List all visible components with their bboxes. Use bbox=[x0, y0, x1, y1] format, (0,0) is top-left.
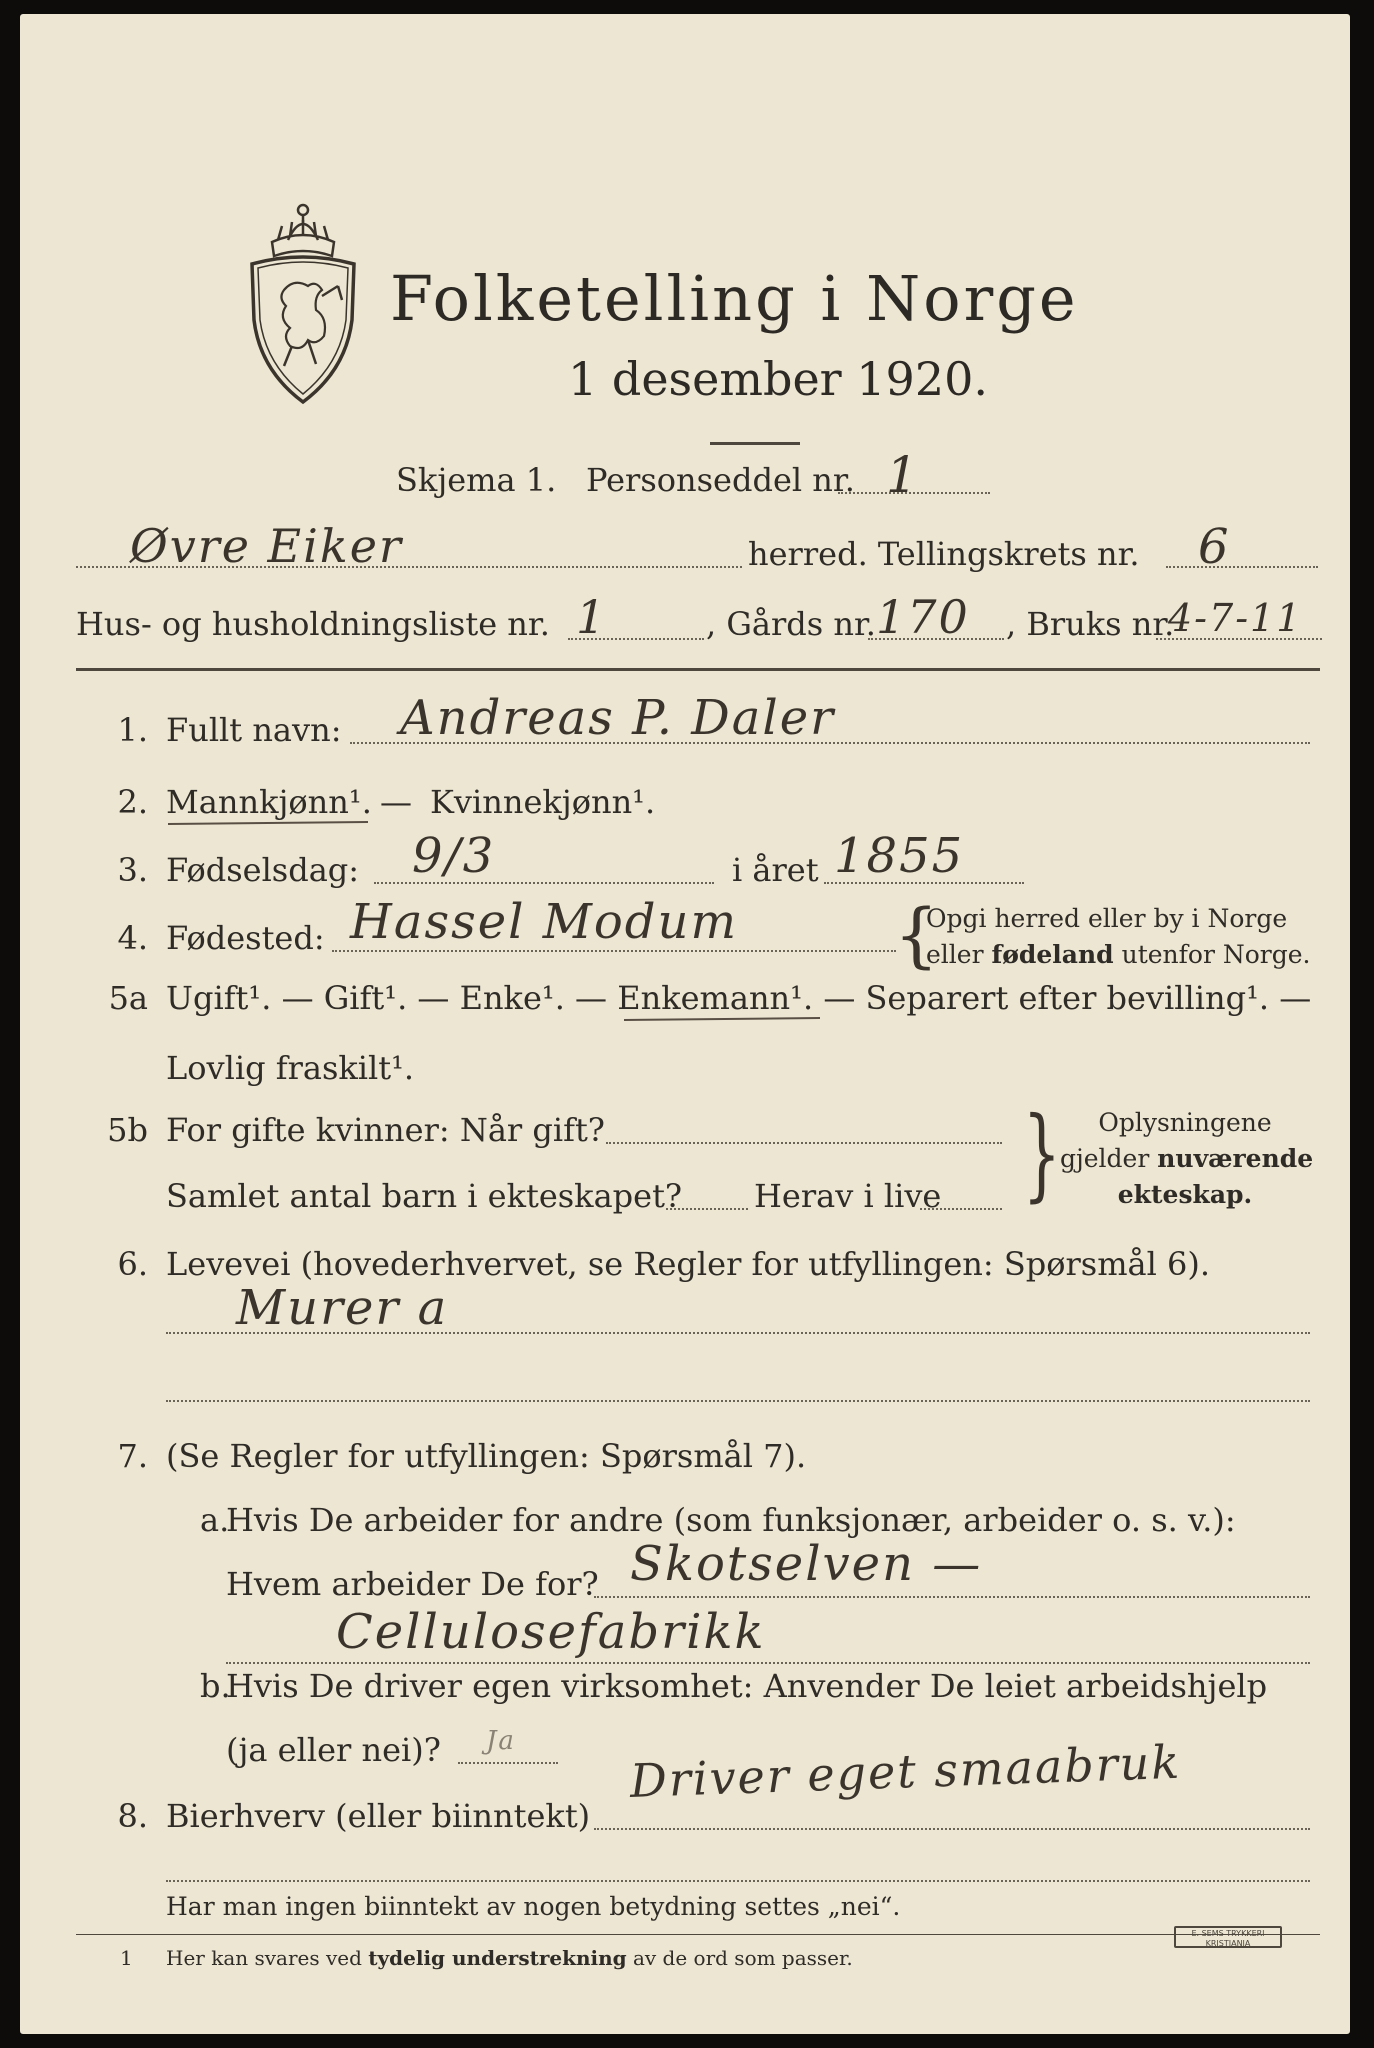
footnote-number: 1 bbox=[120, 1946, 133, 1970]
hus-value[interactable]: 1 bbox=[576, 590, 608, 644]
q5b-line2a: Samlet antal barn i ekteskapet? bbox=[166, 1177, 683, 1215]
q5b-brace: } bbox=[1022, 1095, 1061, 1212]
full-name-value[interactable]: Andreas P. Daler bbox=[400, 690, 836, 746]
enkemann-option: Enkemann¹ bbox=[617, 979, 803, 1017]
q4-note-line2: eller fødeland utenfor Norge. bbox=[926, 940, 1311, 969]
occupation-value[interactable]: Murer a bbox=[236, 1280, 449, 1336]
hus-label: Hus- og husholdningsliste nr. bbox=[76, 605, 550, 643]
q6-label: Levevei (hovederhvervet, se Regler for utfyllingen: Spørsmål 6). bbox=[166, 1245, 1211, 1283]
title-divider bbox=[710, 442, 800, 445]
gards-value[interactable]: 170 bbox=[876, 590, 970, 644]
q7-number: 7. bbox=[117, 1437, 148, 1475]
q1-label: Fullt navn: bbox=[166, 711, 342, 749]
q7-label: (Se Regler for utfyllingen: Spørsmål 7). bbox=[166, 1437, 807, 1475]
q8-dots-2 bbox=[166, 1880, 1310, 1882]
q3-number: 3. bbox=[117, 851, 148, 889]
q8-label: Bierhverv (eller biinntekt) bbox=[166, 1797, 591, 1835]
q2-number: 2. bbox=[117, 783, 148, 821]
q5b-line2b: Herav i live bbox=[754, 1177, 942, 1215]
printer-stamp: E. SEMS TRYKKERI KRISTIANIA bbox=[1174, 1926, 1282, 1948]
herred-value[interactable]: Øvre Eiker bbox=[130, 519, 403, 573]
q4-dots bbox=[332, 950, 896, 952]
footnote-text: Her kan svares ved tydelig understrekning av de ord som passer. bbox=[166, 1946, 853, 1970]
side-income-value[interactable]: Driver eget smaabruk bbox=[629, 1734, 1183, 1808]
q7b-number: b. bbox=[200, 1667, 231, 1705]
q4-note-line1: Opgi herred eller by i Norge bbox=[926, 904, 1288, 933]
q4-brace: { bbox=[894, 894, 939, 976]
q5b-line1: For gifte kvinner: Når gift? bbox=[166, 1111, 605, 1149]
census-form-page bbox=[20, 14, 1350, 2034]
bruks-label: , Bruks nr. bbox=[1006, 605, 1175, 643]
q7a-question: Hvem arbeider De for? bbox=[226, 1565, 599, 1603]
footnote-rule bbox=[76, 1934, 1320, 1935]
marital-status-options[interactable]: Ugift¹. — Gift¹. — Enke¹. — Enkemann¹. — Separert efter bevilling¹. — bbox=[166, 979, 1312, 1017]
skjema-label: Skjema 1. bbox=[396, 461, 557, 499]
employer-value-1[interactable]: Skotselven — bbox=[630, 1536, 983, 1592]
personseddel-value[interactable]: 1 bbox=[886, 446, 920, 504]
q7a-dots-2 bbox=[226, 1662, 1310, 1664]
q7a-dots-1 bbox=[594, 1596, 1310, 1598]
form-date: 1 desember 1920. bbox=[568, 352, 988, 406]
q8-dots-1 bbox=[594, 1828, 1310, 1830]
herred-label: herred. Tellingskrets nr. bbox=[748, 535, 1140, 573]
hired-help-value[interactable]: Ja bbox=[486, 1726, 516, 1756]
q7a-label: Hvis De arbeider for andre (som funksjonær, arbeider o. s. v.): bbox=[226, 1501, 1236, 1539]
q6-dots-2 bbox=[166, 1400, 1310, 1402]
employer-value-2[interactable]: Cellulosefabrikk bbox=[336, 1604, 766, 1660]
q7b-label: Hvis De driver egen virksomhet: Anvender De leiet arbeidshjelp bbox=[226, 1667, 1268, 1705]
gards-label: , Gårds nr. bbox=[706, 605, 876, 643]
q5b-number: 5b bbox=[107, 1111, 148, 1149]
q5b-note-line3: ekteskap. bbox=[1117, 1180, 1253, 1209]
q5a-number: 5a bbox=[108, 979, 148, 1017]
form-title: Folketelling i Norge bbox=[390, 262, 1079, 335]
birthplace-value[interactable]: Hassel Modum bbox=[350, 894, 738, 950]
tellingskrets-value[interactable]: 6 bbox=[1198, 519, 1231, 575]
q7b-dots bbox=[458, 1762, 558, 1764]
q1-number: 1. bbox=[117, 711, 148, 749]
birth-year-value[interactable]: 1855 bbox=[834, 828, 965, 884]
q4-number: 4. bbox=[117, 919, 148, 957]
q3-year-label: i året bbox=[732, 851, 819, 889]
q5b-note-line2: gjelder nuværende bbox=[1060, 1144, 1314, 1173]
q5b-note-line1: Oplysningene bbox=[1098, 1108, 1272, 1137]
birthday-value[interactable]: 9/3 bbox=[412, 828, 496, 884]
personseddel-label: Personseddel nr. bbox=[586, 461, 855, 499]
q4-label: Fødested: bbox=[166, 919, 325, 957]
lovlig-fraskilt-option[interactable]: Lovlig fraskilt¹. bbox=[166, 1049, 415, 1087]
q2-separator: — bbox=[380, 783, 412, 821]
q8-number: 8. bbox=[117, 1797, 148, 1835]
q3-label: Fødselsdag: bbox=[166, 851, 360, 889]
kvinnekjonn-option[interactable]: Kvinnekjønn¹. bbox=[430, 783, 656, 821]
q5b-children-dots bbox=[666, 1208, 748, 1210]
q7a-number: a. bbox=[200, 1501, 230, 1539]
coat-of-arms-icon bbox=[238, 200, 368, 410]
tellingskrets-dots bbox=[1166, 566, 1318, 568]
q7b-question: (ja eller nei)? bbox=[226, 1731, 441, 1769]
nei-note: Har man ingen biinntekt av nogen betydning settes „nei“. bbox=[166, 1892, 901, 1921]
q5b-married-dots bbox=[606, 1142, 1002, 1144]
q5b-alive-dots bbox=[920, 1208, 1002, 1210]
mannkjonn-option[interactable]: Mannkjønn¹. bbox=[166, 783, 372, 821]
header-rule bbox=[76, 668, 1320, 671]
bruks-value[interactable]: 4-7-11 bbox=[1168, 596, 1303, 640]
q6-number: 6. bbox=[117, 1245, 148, 1283]
